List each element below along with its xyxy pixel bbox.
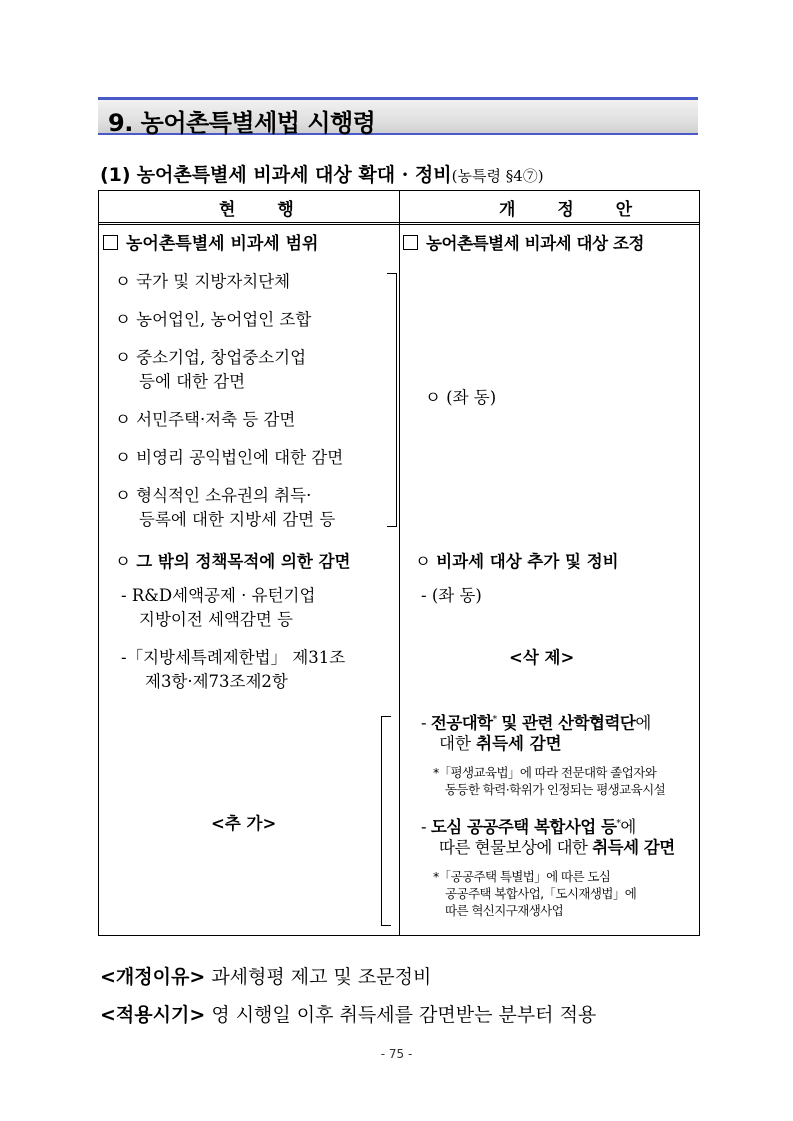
right-deleted-label: <삭 제> (509, 648, 575, 667)
header-current: 현 행 (219, 200, 312, 220)
title-bar (98, 97, 698, 135)
left-added-label: <추 가> (211, 814, 277, 833)
left-item-cont: 등에 대한 감면 (139, 372, 246, 391)
new-item-1-cont: 대한 취득세 감면 (439, 734, 562, 753)
left-sub-item-cont: 지방이전 세액감면 등 (139, 610, 293, 629)
note-2-cont: 공공주택 복합사업,「도시재생법」에 (445, 886, 637, 901)
new-item-1: - 전공대학* 및 관련 산학협력단에 (421, 713, 651, 733)
note-2-cont: 따른 혁신지구재생사업 (445, 903, 564, 918)
effective-date (100, 1000, 596, 1027)
header-divider (99, 222, 699, 225)
left-sub-item: - R&D세액공제 · 유턴기업 (121, 586, 316, 605)
left-other-item: ㅇ 그 밖의 정책목적에 의한 감면 (115, 552, 351, 571)
page-number: - 75 - (380, 1047, 413, 1061)
left-item: ㅇ 농어업인, 농어업인 조합 (115, 310, 312, 329)
right-box-title: 농어촌특별세 비과세 대상 조정 (403, 233, 644, 255)
box-icon (103, 235, 118, 250)
left-sub-item-cont: 제3항·제73조제2항 (145, 672, 288, 691)
left-item-cont: 등록에 대한 지방세 감면 등 (139, 510, 336, 529)
left-item: ㅇ 비영리 공익법인에 대한 감면 (115, 448, 344, 467)
left-box-title: 농어촌특별세 비과세 범위 (103, 233, 318, 255)
header-proposed: 개 정 안 (499, 200, 651, 220)
page-title: 9. 농어촌특별세법 시행령 (108, 109, 376, 137)
right-other-item: ㅇ 비과세 대상 추가 및 정비 (415, 552, 619, 571)
left-item: ㅇ 서민주택·저축 등 감면 (115, 410, 296, 429)
section-ref: (농특령 §4⑦) (451, 167, 544, 185)
section-heading (100, 160, 544, 187)
left-sub-item: -「지방세특례제한법」 제31조 (121, 648, 346, 667)
box-icon (403, 235, 418, 250)
new-item-2-cont: 따른 현물보상에 대한 취득세 감면 (439, 838, 675, 857)
revision-reason (100, 962, 431, 989)
right-same-label-2: - (좌 동) (421, 586, 482, 605)
right-same-label: ㅇ (좌 동) (425, 388, 497, 407)
note-1-cont: 동등한 학력·학위가 인정되는 평생교육시설 (445, 782, 666, 797)
comparison-table (98, 190, 700, 936)
effective-label: <적용시기> (100, 1004, 206, 1026)
right-bracket (381, 716, 391, 926)
note-2: *「공공주택 특별법」에 따른 도심 (433, 869, 611, 884)
section-title: 농어촌특별세 비과세 대상 확대 · 정비 (136, 164, 452, 186)
left-bracket (387, 273, 397, 527)
left-item: ㅇ 형식적인 소유권의 취득· (115, 486, 312, 505)
new-item-2: - 도심 공공주택 복합사업 등*에 (421, 817, 636, 837)
reason-text: 과세형평 제고 및 조문정비 (211, 966, 432, 988)
effective-text: 영 시행일 이후 취득세를 감면받는 분부터 적용 (211, 1004, 597, 1026)
note-1: *「평생교육법」에 따라 전문대학 졸업자와 (433, 765, 657, 780)
reason-label: <개정이유> (100, 966, 206, 988)
left-item: ㅇ 중소기업, 창업중소기업 (115, 348, 307, 367)
left-item: ㅇ 국가 및 지방자치단체 (115, 272, 291, 291)
column-divider (399, 191, 400, 935)
section-number: (1) (100, 164, 131, 186)
